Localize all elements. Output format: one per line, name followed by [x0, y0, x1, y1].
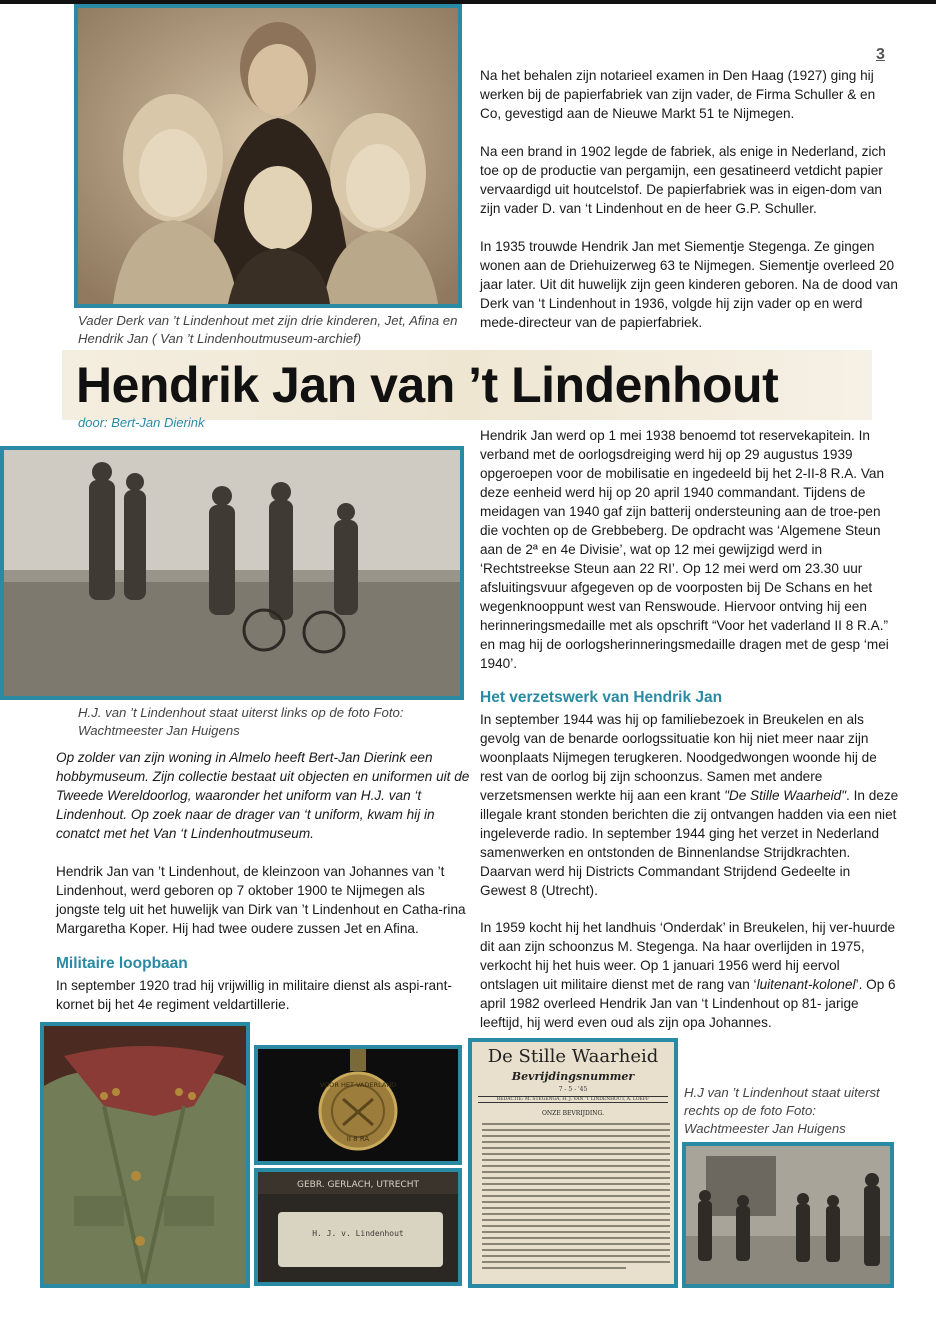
group-photo-caption: H.J van ’t Lindenhout staat uiterst rechts op de foto Foto: Wachtmeester Jan Huigens [684, 1085, 880, 1136]
label-maker: GEBR. GERLACH, UTRECHT [297, 1180, 419, 1190]
group-photo-art [686, 1146, 890, 1284]
field-photo [0, 446, 464, 700]
article-title: Hendrik Jan van ’t Lindenhout [76, 357, 779, 413]
subhead-resistance: Het verzetswerk van Hendrik Jan [480, 689, 723, 706]
newspaper-photo [468, 1038, 678, 1288]
left-column [56, 748, 470, 938]
byline: door: Bert-Jan Dierink [78, 415, 205, 430]
paragraph: Hendrik Jan werd op 1 mei 1938 benoemd tot reservekapitein. In verband met de oorlogsdreiging werd hij op 29 augustus 1939 opgeroepen voor de mobilisatie en ingedeeld bij het 2-II-8 R.A. Van deze eenheid werd hij op 20 april 1940 commandant. Tijdens de meidagen van 1940 gaf zijn batterij ondersteuning aan de troe-pen die vochten op de Grebbeberg. De opdracht was ‘Algemene Steun aan de 2ª en 4e Divisie’, wat op 12 mei gewijzigd werd in ‘Rechtstreekse Steun aan 22 RI’. Op 12 mei werd om 23.30 uur afsluitingsvuur afgegeven op de voorposten bij De Schans en het wegenknooppunt west van Renswoude. Hiervoor ontving hij een herinneringsmedaille met als opschrift “Voor het vaderland II 8 R.A.” en mag hij de oorlogsherinneringsmedaille dragen met de gesp ‘mei 1940’. [480, 428, 889, 671]
page-number: 3 [876, 46, 885, 63]
intro-paragraph: Op zolder van zijn woning in Almelo heeft Bert-Jan Dierink een hobbymuseum. Zijn collectie bestaat uit objecten en uniformen uit de Tweede Wereldoorlog, waaronder het uniform van H.J. van ‘t Lindenhout. Op zoek naar de drager van ‘t uniform, kwam hij in conatct met het Van ‘t Lindenhoutmuseum. [56, 750, 470, 841]
text: ’. Op 6 april 1982 overleed Hendrik Jan van ‘t Lindenhout op 81- jarige leeftijd, hij werd even oud als zijn opa Johannes. [480, 977, 896, 1030]
label-name: H. J. v. Lindenhout [312, 1229, 404, 1238]
uniform-photo [40, 1022, 250, 1288]
medal-photo [254, 1045, 462, 1165]
subhead-military: Militaire loopbaan [56, 955, 188, 972]
medal-inscription-bottom: II 8 RA [346, 1135, 370, 1143]
paragraph: Hendrik Jan van ’t Lindenhout, de kleinzoon van Johannes van ’t Lindenhout, werd geboren op 7 oktober 1900 te Nijmegen als jongste telg uit het huwelijk van Dirk van ’t Lindenhout en Catha-rina Margaretha Koper. Hij had twee oudere zussen Jet en Afina. [56, 864, 466, 936]
newspaper-redactie: REDACTIE: M. STEGENGA, H. J. VAN 'T LINDENHOUT, A. LOEFF [478, 1096, 668, 1103]
newspaper-name: "De Stille Waarheid" [724, 788, 847, 803]
family-photo [74, 4, 462, 308]
label-art [258, 1172, 458, 1282]
text: . In deze illegale krant stonden berichten die zij ontvangen hadden via een niet ingeleverde radio. In september 1944 ging het verzet in Nederland samenwerken en ontstonden de Binnenlandse Strijdkrachten. Daarvan werd hij Districts Commandant Strijdend Gedeelte in Gewest 8 (Utrecht). [480, 788, 899, 898]
uniform-photo-art [44, 1026, 246, 1284]
field-photo-art [4, 450, 460, 696]
newspaper-masthead: De Stille Waarheid [487, 1046, 659, 1067]
paragraph-resistance [480, 710, 900, 900]
right-column-top [480, 66, 900, 332]
paragraph: In 1935 trouwde Hendrik Jan met Siementje Stegenga. Ze gingen wonen aan de Driehuizerweg 63 te Nijmegen. Siementje overleed 20 jaar later. Uit dit huwelijk zijn geen kinderen geboren. Na de dood van Derk van ‘t Lindenhout in 1936, volgde hij zijn vader op en werd mede-directeur van de papierfabriek. [480, 239, 898, 330]
newspaper-headline: ONZE BEVRIJDING. [542, 1110, 604, 1117]
rank: luitenant-kolonel [756, 977, 856, 992]
text: In 1959 kocht hij het landhuis ‘Onderdak’ in Breukelen, hij ver-huurde dit aan zijn schoonzus M. Stegenga. Na haar overlijden in 1975, verkocht hij het huis weer. Op 1 januari 1956 werd hij eervol ontslagen uit militaire dienst met de rang van ‘ [480, 920, 896, 992]
paragraph: Na een brand in 1902 legde de fabriek, als enige in Nederland, zich toe op de productie van pergamijn, een gesatineerd vetdicht papier vervaardigd uit houtcelstof. De papierfabriek was in eigen-dom van zijn vader D. van ‘t Lindenhout en de heer G.P. Schuller. [480, 144, 886, 216]
newspaper-date: 7 - 5 - '45 [558, 1086, 588, 1093]
paragraph-final [480, 918, 900, 1032]
family-photo-caption: Vader Derk van ’t Lindenhout met zijn drie kinderen, Jet, Afina en Hendrik Jan ( Van ’t Lindenhoutmuseum-archief) [78, 313, 458, 346]
newspaper-text-lines [476, 1120, 676, 1280]
newspaper-subtitle: Bevrijdingsnummer [511, 1070, 635, 1083]
paragraph: In september 1920 trad hij vrijwillig in militaire dienst als aspi-rant-kornet bij het 4e regiment veldartillerie. [56, 978, 452, 1012]
family-photo-art [78, 8, 458, 304]
field-photo-caption: H.J. van ’t Lindenhout staat uiterst links op de foto Foto: Wachtmeester Jan Huigens [78, 705, 404, 738]
medal-inscription: VOOR HET VADERLAND [319, 1081, 397, 1089]
group-photo [682, 1142, 894, 1288]
text: In september 1944 was hij op familiebezoek in Breukelen en als gevolg van de benarde oorlogssituatie kon hij niet meer naar zijn woonplaats Nijmegen terugkeren. Noodgedwongen woonde hij de rest van de oorlog bij zijn schoonzus. Samen met andere verzetsmensen werkte hij aan een krant [480, 712, 877, 803]
medal-art [258, 1049, 458, 1161]
paragraph: Na het behalen zijn notarieel examen in Den Haag (1927) ging hij werken bij de papierfabriek van zijn vader, de Firma Schuller & en Co, gevestigd aan de Nieuwe Markt 51 te Nijmegen. [480, 68, 876, 121]
label-photo [254, 1168, 462, 1286]
